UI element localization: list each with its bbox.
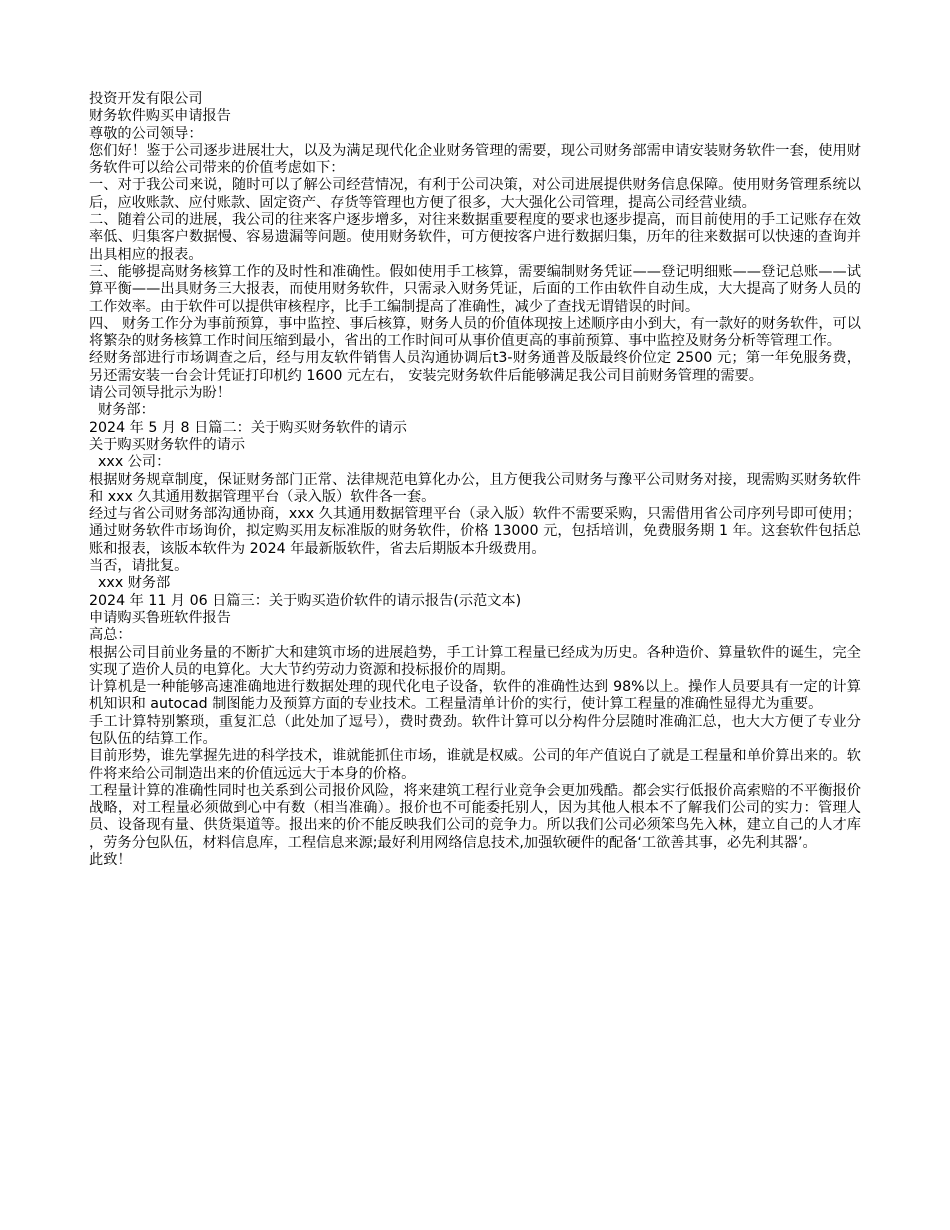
approval-request-two: 当否，请批复。 [89, 558, 189, 575]
point-four: 四、 财务工作分为事前预算，事中监控、事后核算，财务人员的价值体现按上述顺序由小到大，有一款好的财务软件，可以将繁杂的财务核算工作时间压缩到最小，省出的工作时间可从事价值更高的事前预算、事中监控及财务分析等管理工作。 [89, 315, 861, 350]
point-one: 一、对于我公司来说，随时可以了解公司经营情况，有利于公司决策，对公司进展提供财务信息保障。使用财务管理系统以后，应收账款、应付账款、固定资产、存货等管理也方便了很多，大大强化公司管理，提高公司经营业绩。 [89, 177, 861, 211]
consultation-paragraph: 经过与省公司财务部沟通协商，xxx 久其通用数据管理平台（录入版）软件不需要采购，只需借用省公司序列号即可使用；通过财务软件市场询价，拟定购买用友标准版的财务软件，价格 13000 元，包括培训，免费服务期 1 年。这套软件包括总账和报表，该版本软件为 2024 年最新版软件，省去后期版本升级费用。 [89, 506, 861, 557]
salutation-three: 高总： [89, 627, 132, 644]
manual-calculation-paragraph: 手工计算特别繁琐，重复汇总（此处加了逗号），费时费劲。软件计算可以分构件分层随时准确汇总，也大大方便了专业分包队伍的结算工作。 [89, 713, 861, 747]
intro-paragraph: 您们好！鉴于公司逐步进展壮大，以及为满足现代化企业财务管理的需要，现公司财务部需申请安装财务软件一套，使用财务软件可以给公司带来的价值考虑如下： [89, 142, 861, 177]
business-growth-paragraph: 根据公司目前业务量的不断扩大和建筑市场的进展趋势，手工计算工程量已经成为历史。各种造价、算量软件的诞生，完全实现了造价人员的电算化。大大节约劳动力资源和投标报价的周期。 [89, 644, 861, 678]
market-situation-paragraph: 目前形势，谁先掌握先进的科学技术，谁就能抓住市场，谁就是权威。公司的年产值说白了就是工程量和单价算出来的。软件将来给公司制造出来的价值远远大于本身的价格。 [89, 748, 861, 782]
closing: 此致！ [89, 852, 132, 869]
point-three: 三、能够提高财务核算工作的及时性和准确性。假如使用手工核算，需要编制财务凭证——登记明细账——登记总账——试算平衡——出具财务三大报表，而使用财务软件，只需录入财务凭证，后面的工作由软件自动生成，大大提高了财务人员的工作效率。由于软件可以提供审核程序，比手工编制提高了准确性，减少了查找无谓错误的时间。 [89, 263, 861, 315]
document-body [89, 91, 861, 869]
report-title: 财务软件购买申请报告 [89, 108, 231, 125]
request-approval: 请公司领导批示为盼！ [89, 385, 231, 402]
salutation-two: xxx 公司： [89, 454, 171, 471]
date-and-part-two-title: 2024 年 5 月 8 日篇二：关于购买财务软件的请示 [89, 419, 407, 436]
signature-finance-dept: 财务部： [89, 402, 155, 419]
request-title-two: 关于购买财务软件的请示 [89, 436, 246, 453]
quotation-risk-paragraph: 工程量计算的准确性同时也关系到公司报价风险，将来建筑工程行业竞争会更加残酷。都会实行低报价高索赔的不平衡报价战略，对工程量必须做到心中有数（相当准确）。报价也不可能委托别人，因为其他人根本不了解我们公司的实力：管理人员、设备现有量、供货渠道等。报出来的价不能反映我们公司的竞争力。所以我们公司必须笨鸟先入林，建立自己的人才库，劳务分包队伍，材料信息库，工程信息来源;最好利用网络信息技术,加强软硬件的配备‘工欲善其事，必先利其器’。 [89, 782, 861, 851]
point-two: 二、随着公司的进展，我公司的往来客户逐步增多，对往来数据重要程度的要求也逐步提高，而目前使用的手工记账存在效率低、归集客户数据慢、容易遗漏等问题。使用财务软件，可方便按客户进行数据归集，历年的往来数据可以快速的查询并出具相应的报表。 [89, 212, 861, 263]
market-survey-paragraph: 经财务部进行市场调查之后，经与用友软件销售人员沟通协调后t3-财务通普及版最终价位定 2500 元；第一年免服务费，另还需安装一台会计凭证打印机约 1600 元左右， 安装完财务软件后能够满足我公司目前财务管理的需要。 [89, 350, 861, 384]
computer-accuracy-paragraph: 计算机是一种能够高速准确地进行数据处理的现代化电子设备，软件的准确性达到 98%以上。操作人员要具有一定的计算机知识和 autocad 制图能力及预算方面的专业技术。工程量清单计价的实行，使计算工程量的准确性显得尤为重要。 [89, 679, 861, 713]
date-and-part-three-title: 2024 年 11 月 06 日篇三：关于购买造价软件的请示报告(示范文本) [89, 592, 522, 609]
company-name: 投资开发有限公司 [89, 91, 203, 107]
regulation-paragraph: 根据财务规章制度，保证财务部门正常、法律规范电算化办公，且方便我公司财务与豫平公司财务对接，现需购买财务软件和 xxx 久其通用数据管理平台（录入版）软件各一套。 [89, 471, 861, 505]
report-title-three: 申请购买鲁班软件报告 [89, 609, 231, 626]
salutation: 尊敬的公司领导： [89, 125, 203, 142]
signature-xxx-finance: xxx 财务部 [89, 575, 171, 592]
